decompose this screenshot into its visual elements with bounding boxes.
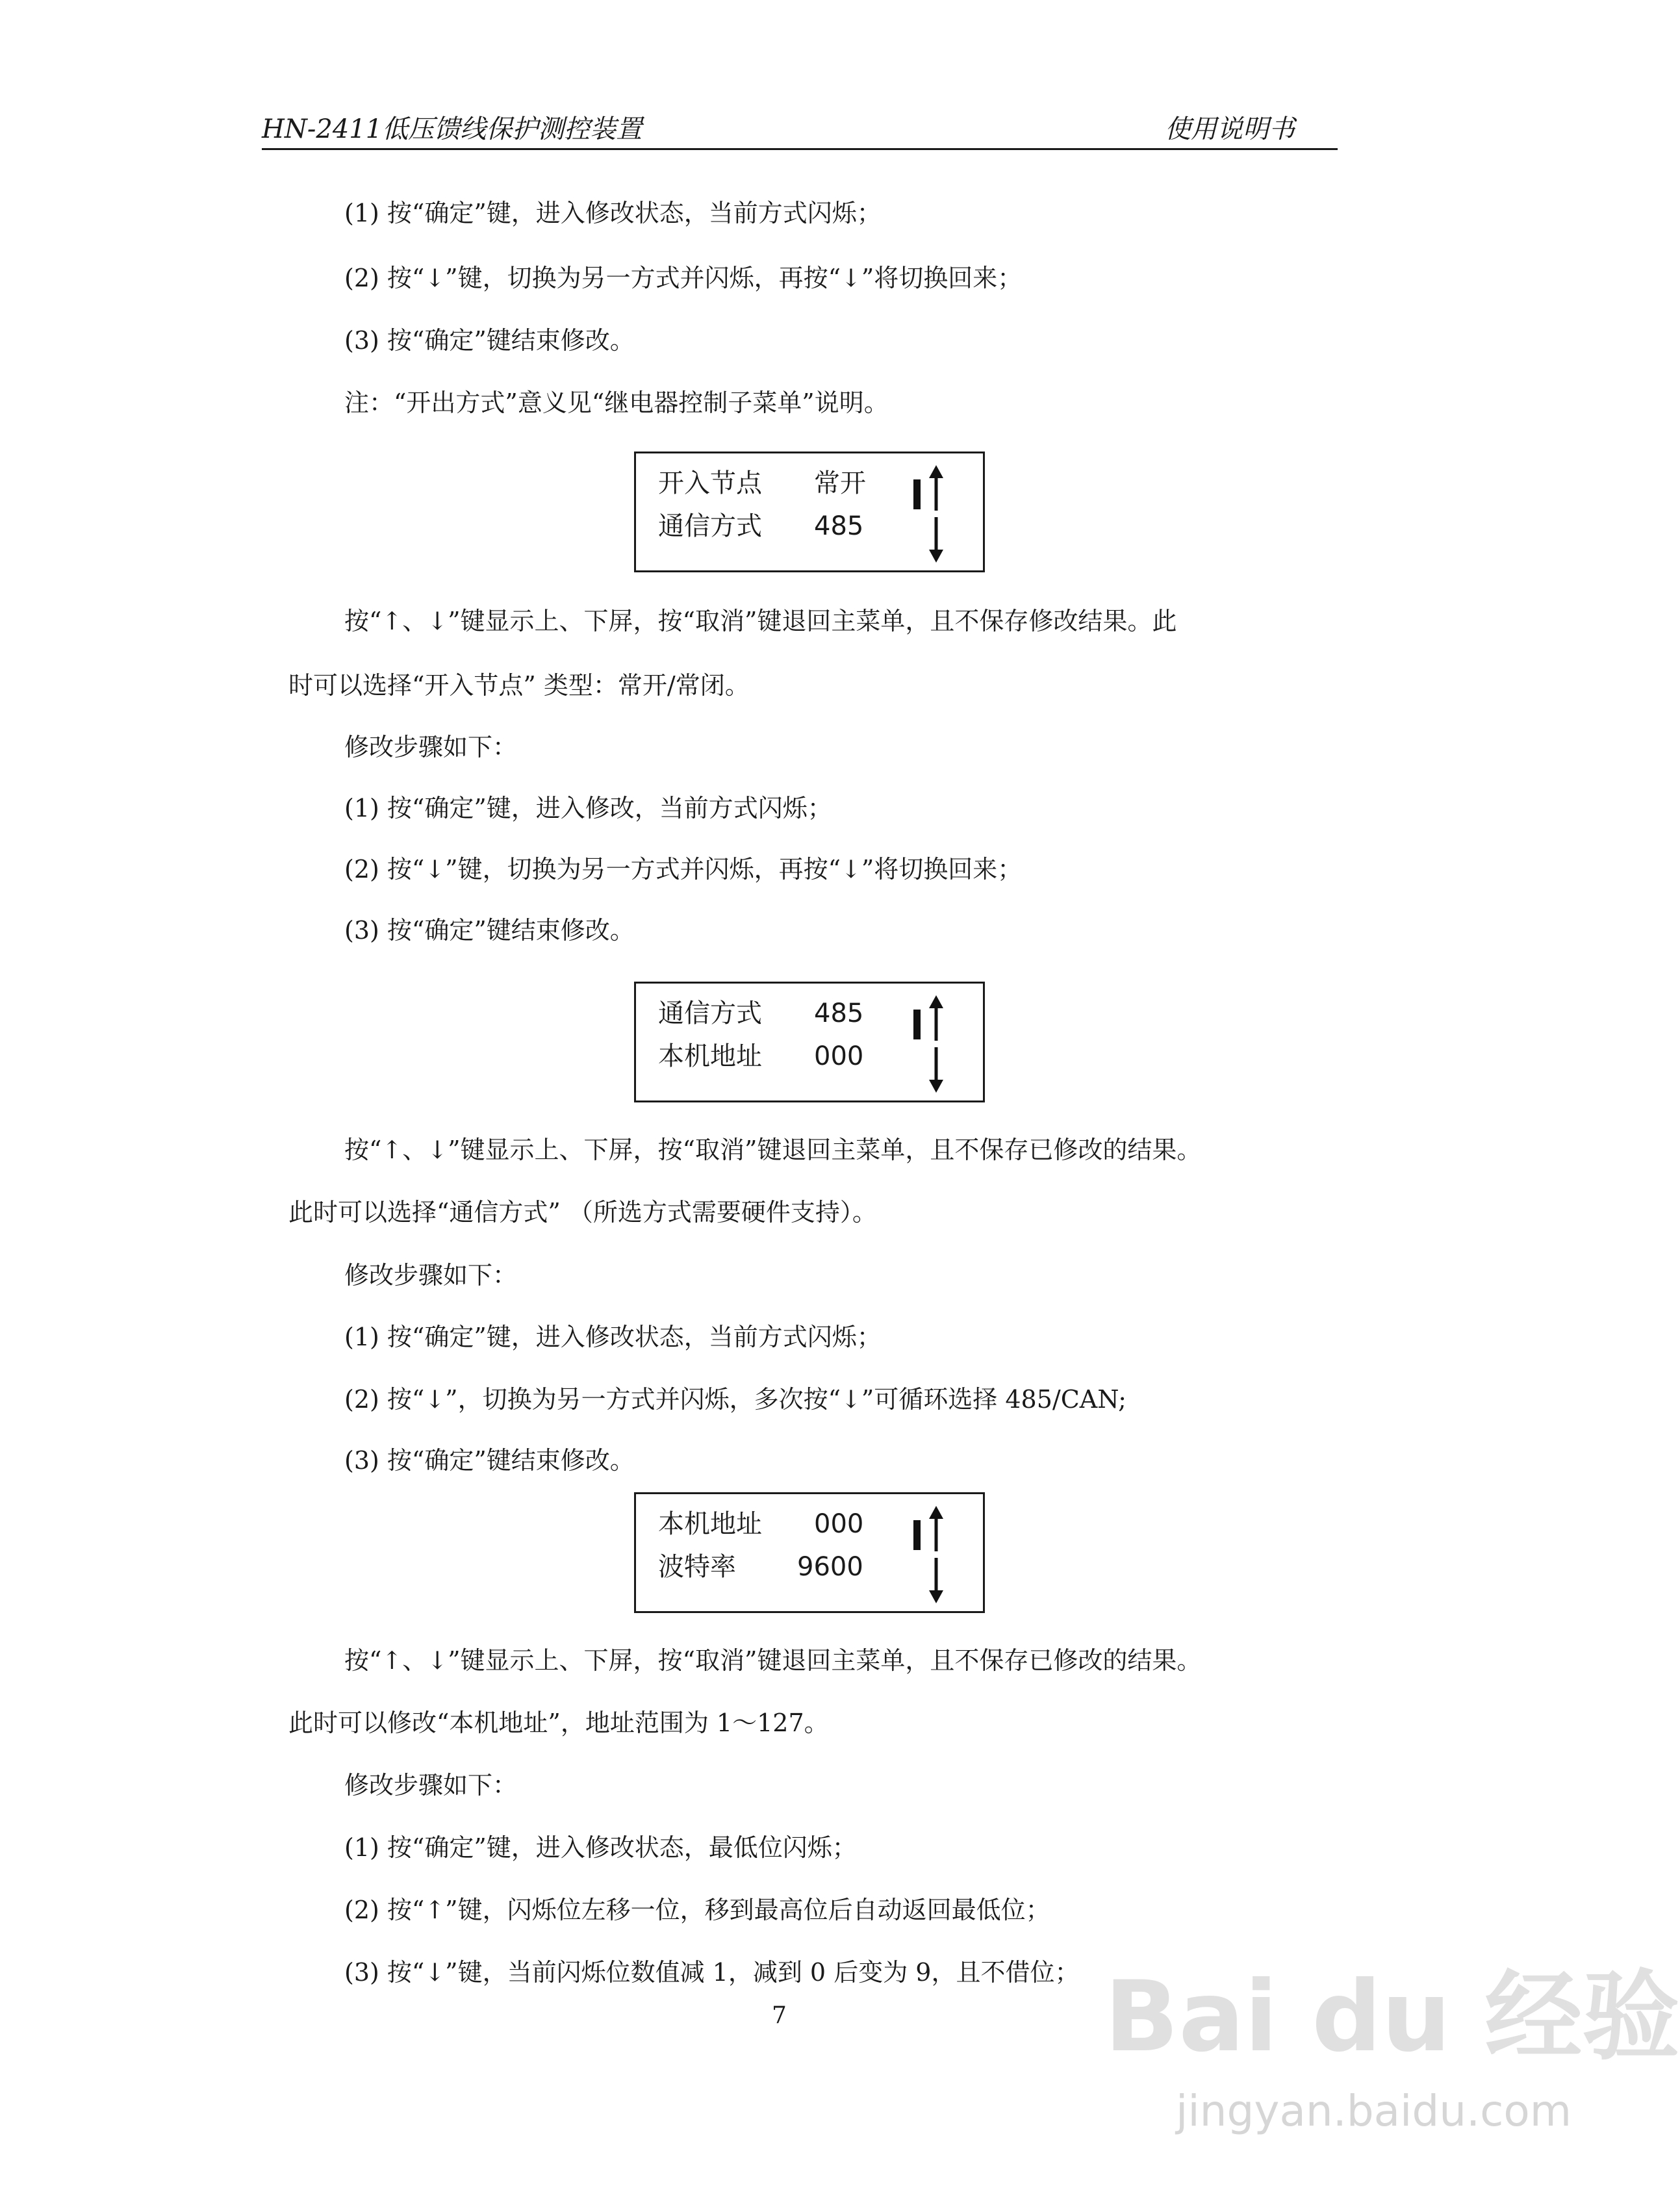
lcd-row — [658, 1549, 863, 1585]
text-line: (3) 按“确定”键结束修改。 — [344, 916, 635, 945]
lcd-label: 本机地址 — [658, 1509, 762, 1539]
lcd-value: 485 — [814, 999, 864, 1028]
lcd-screen-2 — [634, 982, 985, 1102]
text-line: (2) 按“↑”键，闪烁位左移一位，移到最高位后自动返回最低位； — [344, 1896, 1050, 1924]
cursor-bar — [913, 1520, 921, 1550]
header-doc-type: 使用说明书 — [1165, 114, 1295, 144]
page-header — [262, 112, 1336, 147]
lcd-label: 通信方式 — [658, 511, 762, 541]
text-line: 时可以选择“开入节点” 类型：常开/常闭。 — [288, 671, 750, 700]
watermark-url: jingyan.baidu.com — [1176, 2086, 1572, 2136]
text-line: 修改步骤如下： — [344, 1771, 518, 1800]
lcd-row — [658, 995, 864, 1032]
lcd-row — [658, 1038, 864, 1075]
arrow-up-icon — [927, 995, 945, 1042]
text-line: (1) 按“确定”键，进入修改，当前方式闪烁； — [344, 794, 832, 822]
lcd-label: 本机地址 — [658, 1041, 762, 1071]
text-line: (3) 按“确定”键结束修改。 — [344, 1446, 635, 1475]
text-line: 此时可以修改“本机地址”，地址范围为 1～127。 — [288, 1709, 829, 1737]
text-line: (3) 按“↓”键，当前闪烁位数值减 1，减到 0 后变为 9，且不借位； — [344, 1958, 1080, 1987]
lcd-value: 000 — [814, 1509, 864, 1539]
text-line: (2) 按“↓”键，切换为另一方式并闪烁，再按“↓”将切换回来； — [344, 855, 1023, 884]
arrow-down-icon — [927, 1557, 945, 1603]
page-number: 7 — [772, 2002, 787, 2029]
text-line: (2) 按“↓”键，切换为另一方式并闪烁，再按“↓”将切换回来； — [344, 264, 1023, 292]
arrow-down-icon — [927, 1046, 945, 1093]
cursor-bar — [913, 479, 921, 509]
watermark-logo: Bai du 经验 — [1104, 1961, 1680, 2074]
text-line: 此时可以选择“通信方式” （所选方式需要硬件支持）。 — [288, 1198, 877, 1227]
lcd-value: 常开 — [814, 468, 866, 498]
text-line: 修改步骤如下： — [344, 1261, 518, 1290]
text-line: (2) 按“↓”，切换为另一方式并闪烁，多次按“↓”可循环选择 485/CAN; — [344, 1385, 1126, 1414]
lcd-row — [658, 1506, 864, 1542]
baidu-watermark — [1078, 1961, 1680, 2157]
text-line: (3) 按“确定”键结束修改。 — [344, 326, 635, 355]
lcd-screen-3 — [634, 1492, 985, 1613]
text-line: (1) 按“确定”键，进入修改状态，当前方式闪烁； — [344, 1323, 882, 1351]
lcd-label: 开入节点 — [658, 468, 762, 498]
text-line: (1) 按“确定”键，进入修改状态，最低位闪烁； — [344, 1833, 857, 1862]
lcd-label: 通信方式 — [658, 999, 762, 1028]
lcd-value: 485 — [814, 511, 864, 541]
arrow-down-icon — [927, 516, 945, 563]
text-line: 按“↑、↓”键显示上、下屏，按“取消”键退回主菜单，且不保存已修改的结果。 — [344, 1136, 1202, 1164]
lcd-row — [658, 465, 866, 502]
cursor-bar — [913, 1010, 921, 1039]
lcd-screen-1 — [634, 452, 985, 572]
text-line: (1) 按“确定”键，进入修改状态，当前方式闪烁； — [344, 199, 882, 227]
text-line: 注：“开出方式”意义见“继电器控制子菜单”说明。 — [344, 388, 889, 417]
lcd-label: 波特率 — [658, 1552, 736, 1582]
text-line: 按“↑、↓”键显示上、下屏，按“取消”键退回主菜单，且不保存已修改的结果。 — [344, 1646, 1202, 1675]
header-title: HN-2411低压馈线保护测控装置 — [262, 114, 643, 144]
lcd-value: 9600 — [797, 1552, 863, 1582]
lcd-row — [658, 508, 864, 544]
text-line: 按“↑、↓”键显示上、下屏，按“取消”键退回主菜单，且不保存修改结果。此 — [344, 607, 1177, 635]
lcd-value: 000 — [814, 1041, 864, 1071]
text-line: 修改步骤如下： — [344, 733, 518, 761]
arrow-up-icon — [927, 1506, 945, 1553]
arrow-up-icon — [927, 465, 945, 512]
header-rule — [262, 148, 1338, 150]
